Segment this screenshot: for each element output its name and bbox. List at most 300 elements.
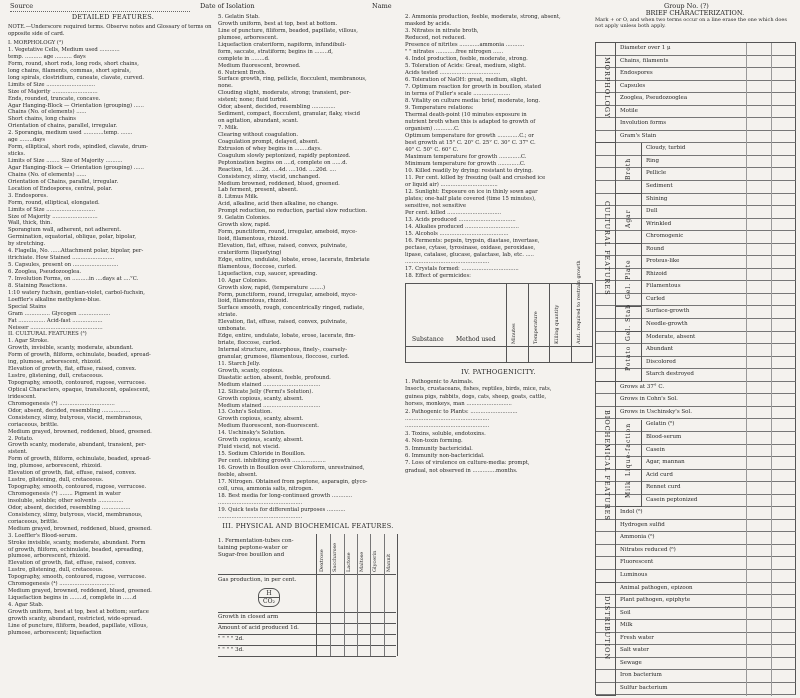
text-line: plumose, arborescent; liquefaction: [8, 629, 102, 636]
text-line: 6. Immunity non-bactericidal.: [405, 453, 485, 459]
text-line: 8. Litmus Milk.: [218, 194, 259, 201]
gas-formula: [258, 588, 280, 607]
text-line: Reduced, not reduced.: [405, 35, 466, 41]
text-line: Agar Hanging-Block — Orientation (grouping) ......: [8, 102, 144, 109]
characterization-row[interactable]: [596, 557, 796, 570]
text-line: Size of Majority ...........................: [8, 88, 98, 95]
text-line: Limits of Size .............................: [8, 81, 96, 88]
text-line: Edge, entire, undulate, lobate, erose, lacerate, fim-: [218, 333, 356, 340]
text-line: Orientation of Chains, parallel, irregular.: [8, 178, 119, 185]
row-label: Indol (⁶): [620, 509, 643, 516]
brief-characterization-note: Mark + or O, and when two terms occur on a line erase the one which does not apply unless both apply.: [595, 17, 787, 30]
group-label: [596, 382, 616, 583]
row-label: Pellicle: [646, 170, 667, 177]
row-label: Diameter over 1 μ: [620, 45, 671, 51]
sugar-header: Saccharose: [332, 542, 339, 572]
text-line: 5. Capsules, present on ...........................: [8, 262, 119, 269]
subgroup-label: [616, 143, 642, 193]
row-label: Dull: [646, 208, 658, 215]
text-line: Medium fluorescent, non-fluorescent.: [218, 423, 319, 430]
text-line: Odor, absent, decided, resembling .................: [8, 407, 131, 414]
biochemical-column: [405, 14, 592, 475]
text-line: 4. Non-toxin forming.: [405, 438, 463, 445]
text-line: Chromogenesis (⁴) .................................: [8, 581, 115, 588]
text-line: ing, plumose, arborescent, rhizoid.: [8, 463, 102, 470]
col1-lines: [8, 40, 218, 637]
text-line: 8. Vitality on culture media: brief, moderate, long.: [405, 98, 541, 104]
sugar-header: Mannit: [385, 553, 392, 572]
text-line: Per cent. killed ................................: [405, 210, 502, 216]
text-line: Line of puncture, filiform, beaded, papillate, villous,: [218, 27, 358, 34]
text-line: 5. Immunity bactericidal.: [405, 445, 473, 452]
row-label: Ammonia (⁶): [620, 534, 655, 541]
text-line: Elevation of growth, flat, effuse, raised, convex.: [8, 560, 137, 567]
row-label: Animal pathogen, epizoon: [620, 584, 693, 591]
text-line: Consistency, slimy, butyrous, viscid, membranous,: [8, 511, 143, 518]
row-label: Grows in Uschinsky's Sol.: [620, 408, 692, 415]
name-field: Name: [372, 2, 392, 10]
characterization-row[interactable]: [596, 608, 796, 621]
text-line: Minimum temperature for growth .............C.: [405, 161, 526, 167]
text-line: 14. Uschinsky's Solution.: [218, 430, 286, 437]
characterization-row[interactable]: [596, 507, 796, 520]
text-line: 9. Temperature relations:: [405, 105, 474, 111]
characterization-row[interactable]: [596, 118, 796, 131]
group-label: [596, 583, 616, 696]
row-label: Capsules: [620, 82, 646, 89]
row-label: Rhizoid: [646, 270, 667, 277]
characterization-row[interactable]: [596, 68, 796, 81]
row-label: Gelatin (⁶): [646, 421, 675, 428]
text-line: Growth uniform, best at top, best at bottom; surface: [8, 608, 149, 615]
characterization-row[interactable]: [596, 56, 796, 69]
text-line: Medium grayed, browned, reddened, blued, greened.: [8, 428, 152, 435]
group-label: [596, 143, 616, 381]
text-line: Medium grayed, browned, reddened, blued, greened.: [8, 588, 152, 595]
sugar-header: Lactose: [345, 551, 352, 572]
characterization-row[interactable]: [596, 595, 796, 608]
text-line: ..................................................: [405, 423, 490, 430]
text-line: Optical Characters, opaque, translucent, opalescent,: [8, 386, 150, 393]
characterization-row[interactable]: [596, 407, 796, 420]
text-line: 12. Silicate Jelly (Fermi's Solution).: [218, 388, 314, 395]
text-line: 1. Agar Stroke.: [8, 338, 49, 345]
row-label: Wrinkled: [646, 220, 672, 227]
text-line: Clouding slight, moderate, strong; transient, per-: [218, 90, 351, 97]
row-label: Luminous: [620, 571, 648, 578]
ferm-label-2: taining peptone-water or: [218, 544, 288, 551]
group-label-text: BIOCHEMICAL FEATURES: [603, 410, 611, 522]
text-line: 3. Nitrates in nitrate broth,: [405, 28, 479, 34]
text-line: 14. Alkalies produced ................................: [405, 224, 519, 230]
text-line: 2. Potato.: [8, 435, 34, 442]
text-line: ..................................................: [218, 513, 303, 520]
text-line: Growth slow, rapid, (temperature ........): [218, 284, 326, 291]
text-line: granular, grumose, filamentous, floccose, curled.: [218, 353, 350, 360]
characterization-row[interactable]: [596, 545, 796, 558]
text-line: 10. Agar Colonies.: [218, 277, 268, 284]
text-line: Size of Majority ...........................: [8, 213, 98, 220]
row-label: Salt water: [620, 647, 649, 654]
text-line: ing, plumose, arborescent, rhizoid.: [8, 359, 102, 366]
text-line: Limits of Size .............................: [8, 206, 96, 213]
text-line: Growth slow, rapid.: [218, 222, 271, 229]
text-line: 9. Gelatin Colonies.: [218, 215, 271, 222]
text-line: by stretching.: [8, 241, 46, 248]
text-line: 7. Optimum reaction for growth in bouillon, stated: [405, 84, 542, 90]
text-line: I. MORPHOLOGY (²): [8, 40, 64, 47]
text-line: Neisser ...........................................: [8, 324, 103, 331]
text-line: Topography, smooth, contoured, rugose, verrucose.: [8, 380, 147, 387]
text-line: Stroke invisible, scanty, moderate, abundant. Form: [8, 539, 146, 546]
text-line: Agar Hanging-Block — Orientation (grouping) ......: [8, 164, 144, 171]
subgroup-label-text: Potato: [625, 345, 632, 372]
characterization-row[interactable]: [596, 532, 796, 545]
growth-closed-arm: Growth in closed arm: [218, 613, 279, 620]
text-line: 8. Staining Reactions.: [8, 282, 68, 289]
row-label: Chains, filaments: [620, 57, 669, 64]
text-line: filamentous, floccose, curled.: [218, 263, 297, 270]
text-line: Surface smooth, rough, concentrically ringed, radiate,: [218, 305, 365, 312]
characterization-row[interactable]: [596, 683, 796, 696]
source-field: Source: [10, 2, 34, 10]
row-label: Moderate, absent: [646, 333, 696, 340]
text-line: Growth copious, scanty, absent.: [218, 416, 304, 423]
characterization-row[interactable]: [596, 106, 796, 119]
subgroup-label: [616, 420, 642, 476]
text-line: age ........days: [8, 137, 46, 144]
germ-method-header: Method used: [456, 336, 496, 343]
text-line: 12. Sunlight: Exposure on ice in thinly sown agar: [405, 189, 538, 195]
text-line: 7. Milk.: [218, 125, 239, 131]
text-line: organism) ............C.: [405, 126, 460, 132]
text-line: Form, punctiform, round, irregular, ameboid, myce-: [218, 229, 357, 236]
text-line: Internal structure, amorphous, finely-, coarsely-: [218, 347, 348, 353]
characterization-row[interactable]: [596, 520, 796, 533]
text-line: Presence of nitrites ............ammonia ...........: [405, 42, 525, 48]
row-label: Curled: [646, 295, 665, 302]
text-line: itrichiate. How Stained .........................: [8, 255, 115, 262]
row-label: Agar, mannan: [646, 459, 685, 466]
row-label: Casein: [646, 446, 665, 453]
physical-biochemical-title: III. PHYSICAL AND BIOCHEMICAL FEATURES.: [222, 522, 394, 531]
text-line: Topography, smooth, contoured, rugose, verrucose.: [8, 574, 147, 581]
row-label: Rennet curd: [646, 484, 681, 491]
subgroup-label: [616, 244, 642, 307]
row-label: Endospores: [620, 70, 653, 77]
group-label: [596, 43, 616, 143]
subgroup-label-text: Gel. Stab: [625, 303, 632, 341]
text-line: II. CULTURAL FEATURES (³): [8, 331, 87, 338]
row-label: Iron bacterium: [620, 672, 662, 679]
text-line: Medium grayed, browned, reddened, blued, greened.: [8, 525, 152, 532]
text-line: Lustre, glistening, dull, cretaceous.: [8, 373, 104, 380]
row-label: Involution forms: [620, 120, 667, 127]
text-line: Liquefaction crateriform, napiform, infundibuli-: [218, 41, 347, 48]
row-label: Shining: [646, 195, 668, 202]
text-line: Clearing without coagulation.: [218, 131, 299, 138]
text-line: gradual, not observed in ..............months.: [405, 467, 518, 474]
characterization-row[interactable]: [596, 658, 796, 671]
text-line: guinea pigs, rabbits, dogs, cats, sheep, goats, cattle,: [405, 393, 547, 400]
text-line: 15. Sodium Chloride in Bouillon.: [218, 451, 306, 458]
row-label: Surface-growth: [646, 308, 690, 315]
ferm-label-1: 1. Fermentation-tubes con-: [218, 537, 294, 544]
text-line: 18. Effect of germicides:: [405, 273, 471, 279]
text-line: on agitation, abundant, scant.: [218, 118, 299, 125]
sugar-header: Glycerin: [372, 550, 379, 572]
sugar-header: Dextrose: [319, 548, 325, 572]
text-line: sistent.: [8, 449, 28, 456]
text-line: Chromogenesis (⁴) ........ Pigment in water: [8, 491, 121, 498]
group-label-text: MORPHOLOGY: [603, 57, 611, 119]
row-label: Nitrates reduced (⁶): [620, 546, 676, 553]
group-field: Group No. (?): [664, 2, 709, 10]
text-line: Insects, crustaceans, fishes, reptiles, birds, mice, rats,: [405, 386, 552, 393]
text-line: Form, punctiform, round, irregular, ameboid, myce-: [218, 291, 357, 298]
text-line: 1. Vegetative Cells, Medium used ............: [8, 47, 120, 54]
text-line: sensitive, not sensitive: [405, 203, 467, 209]
row-label: Acid curd: [646, 471, 673, 478]
row-label: Plant pathogen, epiphyte: [620, 597, 691, 604]
text-line: 6. Zooglea, Pseudozooglea.: [8, 269, 82, 276]
row-label: Fluorescent: [620, 559, 654, 566]
text-line: Germination, equatorial, oblique, polar, bipolar,: [8, 234, 137, 241]
text-line: Extrusion of whey begins in ........days.: [218, 145, 322, 152]
row-label: Filamentous: [646, 283, 681, 290]
acid-amount-1d: Amount of acid produced 1d.: [218, 624, 299, 631]
text-line: Acid, alkaline, acid then alkaline, no change.: [218, 201, 339, 208]
text-line: ..................................................: [218, 499, 303, 506]
text-line: 3. Toxins, soluble, endotoxins.: [405, 430, 486, 437]
text-line: Lab ferment, present, absent.: [218, 187, 298, 194]
sugar-header: Maltose: [359, 551, 365, 572]
cultural-column: [218, 14, 398, 684]
text-line: 16. Ferments: pepsin, trypsin, diastase, invertase,: [405, 238, 540, 244]
text-line: long chains, filaments, commas, short spirals,: [8, 67, 131, 74]
characterization-row[interactable]: [596, 382, 796, 395]
text-line: 3. Loeffler's Blood-serum.: [8, 532, 78, 539]
subgroup-label-text: Broth: [625, 158, 632, 181]
text-line: 4. Agar Stab.: [8, 602, 44, 609]
subgroup-label: [616, 194, 642, 244]
text-line: 4. Indol production, feeble, moderate, strong.: [405, 56, 528, 62]
detailed-features-column: [8, 14, 218, 637]
text-line: insoluble, soluble; other solvents ...............: [8, 497, 124, 504]
row-label: Milk: [620, 622, 633, 629]
text-line: Loeffler's alkaline methylene-blue.: [8, 296, 101, 303]
text-line: Growth copious, scanty, absent.: [218, 437, 304, 444]
characterization-row[interactable]: [596, 670, 796, 683]
characterization-row[interactable]: [596, 570, 796, 583]
text-line: lioid, filamentous, rhizoid.: [218, 298, 289, 305]
text-line: 6. Toleration of NaOH: great, medium, slight.: [405, 77, 528, 83]
characterization-row[interactable]: [596, 645, 796, 658]
text-line: Medium browned, reddened, blued, greened.: [218, 180, 340, 187]
text-line: Elevation, flat, effuse, raised, convex, pulvinate,: [218, 319, 348, 326]
text-line: in terms of Fuller's scale ......................: [405, 91, 511, 97]
text-line: Diastatic action, absent, feeble, profound.: [218, 374, 331, 381]
characterization-row[interactable]: [596, 583, 796, 596]
text-line: long spirals, clostridium, cuneate, clavate, curved.: [8, 74, 144, 81]
text-line: 5. Toleration of Acids: Great, medium, slight.: [405, 63, 526, 69]
text-line: horses, monkeys, man ...........................: [405, 401, 512, 408]
text-line: coriaceous, brittle.: [8, 518, 59, 525]
acid-amount-3d: " " " " 3d.: [218, 646, 244, 653]
note-text: NOTE.—Underscore required terms. Observe notes and Glossary of terms on opposite side of card.: [8, 24, 212, 37]
text-line: 2. Sporangia, medium used ............temp. .......: [8, 130, 133, 137]
text-line: Fat ................ Acid-fast ..................: [8, 317, 103, 324]
text-line: sticks.: [8, 151, 26, 158]
text-line: Coagulum slowly peptonized, rapidly peptonized.: [218, 152, 351, 159]
text-line: briate, floccose, curled.: [218, 340, 282, 347]
text-line: 13. Cohn's Solution.: [218, 409, 273, 416]
characterization-row[interactable]: [596, 131, 796, 144]
row-label: Abundant: [646, 346, 674, 353]
text-line: Chromogenesis (⁴) .................................: [8, 400, 115, 407]
formula-bottom: CO₂: [259, 597, 279, 605]
text-line: complete in ........d.: [218, 55, 270, 62]
text-line: Growth, invisible, scanty, moderate, abundant.: [8, 345, 134, 352]
text-line: or liquid air) ..................................: [405, 182, 498, 188]
text-line: form, saccate, stratiform; begins in ........d,: [218, 48, 333, 55]
text-line: 2. Ammonia production, feeble, moderate, strong, absent,: [405, 14, 561, 20]
text-line: masked by acids.: [405, 21, 451, 27]
text-line: coriaceous, brittle.: [8, 421, 59, 428]
row-label: Cloudy, turbid: [646, 145, 686, 152]
text-line: Line of puncture, filiform, beaded, papillate, villous,: [8, 622, 148, 629]
text-line: Form, elliptical, short rods, spindled, clavate, drum-: [8, 144, 148, 151]
text-line: none.: [218, 83, 233, 90]
text-line: Consistency, slimy, viscid, unchanged.: [218, 173, 321, 180]
text-line: ..................................................: [405, 416, 490, 423]
text-line: Elevation of growth, flat, effuse, raised, convex.: [8, 366, 137, 373]
row-label: Zooglea, Pseudozooglea: [620, 95, 688, 102]
text-line: Medium stained ..................................: [218, 402, 321, 409]
text-line: Chains (No. of elements) ......: [8, 109, 87, 116]
germicide-header: Anti. required to restrain growth: [575, 260, 582, 344]
row-label: Sewage: [620, 659, 642, 666]
text-line: Medium fluorescent, browned.: [218, 62, 301, 69]
text-line: Growth, scanty, copious.: [218, 367, 284, 374]
text-line: Sporangium wall, adherent, not adherent.: [8, 227, 122, 234]
text-line: lipase, catalase, glucase, galactase, lab, etc. .....: [405, 252, 534, 258]
text-line: Lustre, glistening, dull, cretaceous.: [8, 567, 104, 574]
text-line: 15. Alcohols .........................................: [405, 231, 509, 237]
text-line: 40° C. 50° C. 60° C.: [405, 147, 459, 153]
text-line: iridescent.: [8, 393, 37, 400]
text-line: Peptonization begins on ....d, complete on ......d.: [218, 159, 348, 166]
text-line: Limits of Size ........ Size of Majority ..........: [8, 158, 123, 165]
row-label: Gram's Stain: [620, 132, 657, 139]
text-line: striate.: [218, 312, 238, 319]
characterization-row[interactable]: [596, 620, 796, 633]
subgroup-label-text: Gel. Plate: [625, 259, 632, 300]
brief-characterization-title: BRIEF CHARACTERIZATION.: [645, 9, 745, 17]
text-line: Elevation of growth, flat, effuse, raised, convex.: [8, 470, 137, 477]
text-line: Reaction, 1d. ....2d. ....4d. ....10d. ....20d. ....: [218, 166, 337, 173]
text-line: 2. Pathogenic to Plants: ............................: [405, 408, 518, 415]
row-label: Chromogenic: [646, 233, 684, 240]
text-line: sistent; none; fluid turbid.: [218, 97, 288, 104]
characterization-row[interactable]: [596, 394, 796, 407]
text-line: temp. .......... age .......... days: [8, 53, 86, 60]
group-label-text: CULTURAL FEATURES: [603, 201, 611, 296]
text-line: best growth at 15° C. 20° C. 25° C. 30° C. 37° C.: [405, 140, 536, 146]
row-label: Sediment: [646, 183, 673, 190]
text-line: 16. Growth in Bouillon over Chloroform, unrestrained,: [218, 464, 365, 471]
acid-amount-2d: " " " " 2d.: [218, 635, 244, 642]
text-line: 7. Loss of virulence on culture-media: prompt,: [405, 460, 530, 467]
text-line: crateriform (liquefying): [218, 249, 282, 256]
germ-substance-header: Substance: [412, 336, 444, 343]
subgroup-label-text: Milk: [625, 480, 632, 499]
text-line: 1:10 watery fuchsin, gentian-violet, carbol-fuchsin,: [8, 289, 145, 296]
text-line: 5. Gelatin Stab.: [218, 14, 260, 20]
text-line: Coagulation prompt, delayed, absent.: [218, 138, 320, 145]
text-line: lioid, filamentous, rhizoid.: [218, 236, 289, 242]
text-line: Liquefaction, cup, saucer, spreading.: [218, 270, 318, 277]
text-line: Orientation of chains, parallel, irregular.: [8, 123, 118, 130]
text-line: 17. Nitrogen. Obtained from peptone, asparagin, glyco-: [218, 478, 368, 485]
row-label: Grows at 37° C.: [620, 383, 665, 390]
text-line: Medium stained ..................................: [218, 381, 321, 388]
row-label: Proteus-like: [646, 258, 680, 265]
brief-characterization-column: [595, 8, 795, 691]
text-line: plates; one-half plate covered (time 15 minutes),: [405, 196, 536, 202]
col3-lines: [405, 14, 592, 280]
detailed-features-title: DETAILED FEATURES.: [71, 13, 155, 21]
subgroup-label-text: Lique-faction: [625, 422, 632, 476]
characterization-row[interactable]: [596, 43, 796, 56]
text-line: Thermal death-point (10 minutes exposure in: [405, 112, 527, 118]
subgroup-label: [616, 470, 642, 508]
text-line: nutrient broth when this is adapted to growth of: [405, 119, 536, 125]
text-line: Topography, smooth, contoured, rugose, verrucose.: [8, 484, 147, 491]
text-line: pectase, cytase, tyrosinase, oxidase, peroxidase,: [405, 245, 536, 251]
text-line: of growth, filiform, echinulate, beaded, spreading,: [8, 546, 144, 553]
germicide-header: Minutes: [511, 323, 517, 344]
subgroup-label-text: Agar: [625, 209, 632, 229]
row-label: Casein peptonized: [646, 496, 698, 503]
text-line: coll, urea, ammonia salts, nitrogen.: [218, 485, 314, 492]
text-line: Growth scanty, moderate, abundant, transient, per-: [8, 442, 147, 449]
text-line: Odor, absent, decided, resembling .................: [8, 504, 131, 511]
text-line: 4. Flagella, No. ......Attachment polar, bipolar, per-: [8, 248, 144, 255]
text-line: 6. Nutrient Broth.: [218, 69, 267, 76]
text-line: plumose, arborescent.: [218, 34, 278, 41]
text-line: Surface growth, ring, pellicle, flocculent, membranous,: [218, 76, 367, 83]
text-line: Sediment, compact, flocculent, granular, flaky, viscid: [218, 111, 360, 118]
text-line: Edge, entire, undulate, lobate, erose, lacerate, fimbriate: [218, 256, 370, 263]
characterization-row[interactable]: [596, 633, 796, 646]
text-line: 17. Crystals formed: ..................................: [405, 266, 519, 272]
text-line: Growth uniform, best at top, best at bottom.: [218, 20, 338, 27]
text-line: Odor, absent, decided, resembling ..............: [218, 104, 336, 111]
characterization-row[interactable]: [596, 81, 796, 94]
row-label: Hydrogen sulfid: [620, 521, 665, 528]
row-label: Fresh water: [620, 634, 654, 641]
row-label: Motile: [620, 107, 638, 114]
text-line: Maximum temperature for growth .............C.: [405, 154, 527, 160]
characterization-row[interactable]: [596, 93, 796, 106]
text-line: plumose, arborescent, rhizoid.: [8, 553, 90, 560]
text-line: Short chains, long chains: [8, 116, 77, 123]
text-line: Special Stains: [8, 303, 47, 310]
text-line: 11. Starch Jelly.: [218, 360, 261, 367]
text-line: Liquefaction begins in ........d, complete in ......d: [8, 595, 137, 602]
text-line: umbonate.: [218, 326, 247, 333]
